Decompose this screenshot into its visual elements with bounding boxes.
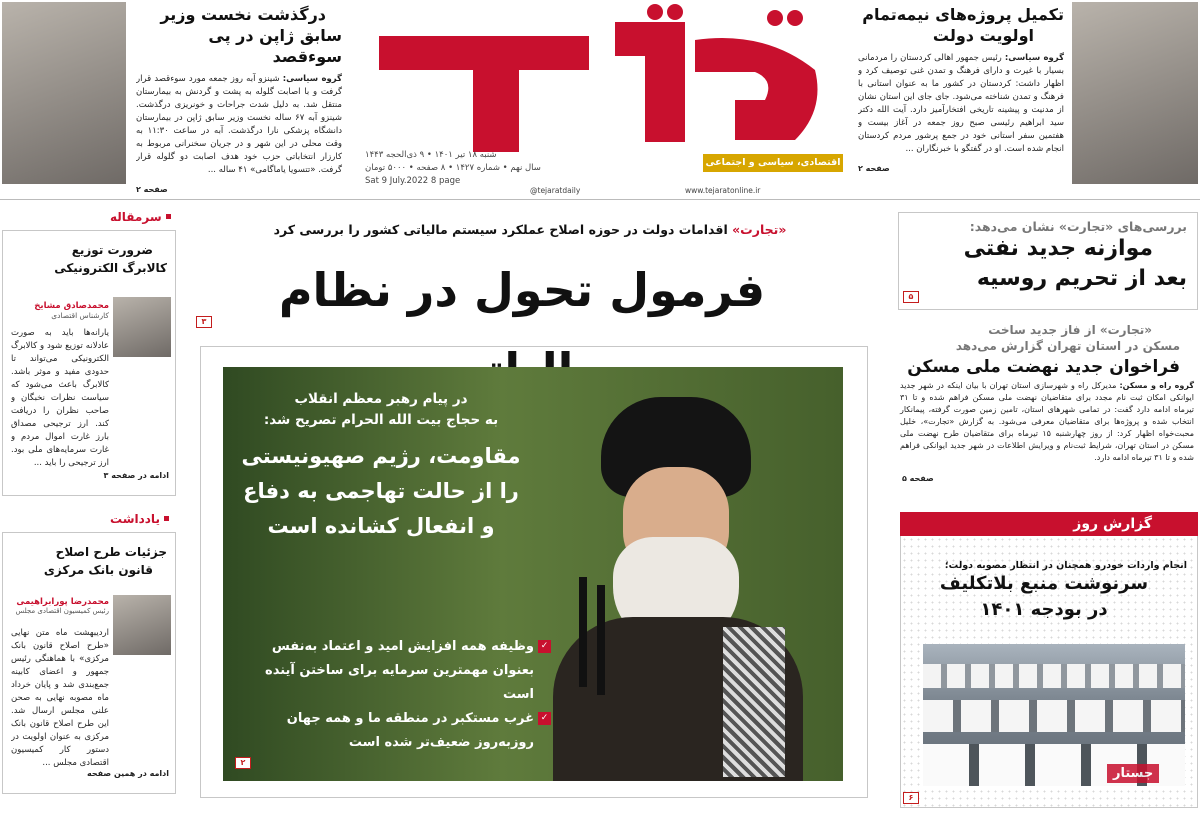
feature-headline-line2: را از حالت تهاجمی به دفاع [243,479,519,503]
top-right-headline-line1: تکمیل پروژه‌های نیمه‌تمام [862,5,1064,24]
daily-report-kicker: انجام واردات خودرو همچنان در انتظار مصوبه دولت؛ [944,560,1187,571]
daily-report-box [900,536,1198,808]
feature-bullet-4 [231,731,551,755]
editorial-author [11,301,109,320]
right-story2-lead: گروه راه و مسکن: [1119,381,1195,390]
feature-headline-line1: مقاومت، رژیم صهیونیستی [241,444,521,468]
note-author-name: محمدرضا پورابراهیمی [16,597,109,607]
car-row-2 [923,700,1185,732]
daily-report-headline [901,571,1187,623]
main-kicker-text: اقدامات دولت در حوزه اصلاح عملکرد سیستم مالیاتی کشور را بررسی کرد [273,222,728,237]
editorial-box [2,230,176,496]
top-divider [0,199,1200,200]
microphone-icon-2 [597,585,605,695]
daily-report-headline-line1: سرنوشت منبع بلاتکلیف [939,573,1149,594]
right-story1-box [898,212,1198,310]
note-title [11,543,167,579]
main-headline: فرمول تحول در نظام [278,263,766,317]
right-story2-body-text: مدیرکل راه و شهرسازی استان تهران با بیان اینکه در شهر جدید ایوانکی امکان ثبت نام مجدد برای متقاضیان نهضت ملی مسکن فراهم شده و تا ۳۱ تیرماه ادامه دارد گفت: در تمامی شهرهای استان، تامین زمین صورت گرفته، پیمانکار انتخاب شده و پروژه‌ها برای متقاضیان معرفی می‌شود. به گزارش «تجارت»، خلیل محبت‌خواه اظهار کرد: از روز چهارشنبه ۱۵ تیرماه برای متقاضیان طرح نهضت ملی مسکن در استان تهران، شرایط ثبت‌نام و ویرایش اطلاعات در شهر جدید ایوانکی فراهم شده و تا ۳۱ تیرماه ادامه دارد. [900,381,1194,462]
top-left-headline-line2: سابق ژاپن در پی سوءقصد [208,26,342,66]
editorial-author-role: کارشناس اقتصادی [51,311,109,320]
note-section: یادداشت [110,512,160,526]
right-story2-kicker [898,322,1198,354]
top-left-headline-line1: درگذشت نخست وزیر [160,5,326,24]
feature-headline [231,439,531,544]
main-page-num[interactable]: ۳ [196,316,212,328]
right-story1-headline-line1: موازنه جدید نفتی [963,236,1153,261]
note-title-line1: جزئیات طرح اصلاح [55,545,167,559]
latin-date: Sat 9 July.2022 8 page [365,176,461,186]
feature-kicker [261,389,501,431]
feature-bullet-3-text: غرب مستکبر در منطقه ما و همه جهان [286,711,534,726]
check-icon: ✓ [538,712,551,725]
top-right-body-text: رئیس جمهور اهالی کردستان را مردمانی بسیار با غیرت و دارای فرهنگ و تمدن غنی توصیف کرد و اظهار داشت: کردستان در کشور ما به عنوان استانی با فرهنگ و تمدن شناخته می‌شود. جای جای این استان نشان از مدنیت و پیشینه تاریخی افتخارآمیز دارد. آیت الله دکتر سید ابراهیم رئیسی صبح روز جمعه در آغاز بیست و هفتمین سفر استانی خود در جمع پرشور مردم کردستان انجام شده است. او در گفتگو با خبرنگاران ... [858,53,1064,154]
editorial-author-name: محمدصادق مشایخ [34,301,109,311]
note-body: اردیبهشت ماه متن نهایی «طرح اصلاح قانون بانک مرکزی» با هماهنگی رئیس جمهور و اعضای کابینه جمع‌بندی شد و پایان خرداد ماه مصوبه نهایی به صحن علنی مجلس ارسال شد. این طرح اصلاح قانون بانک مرکزی به عنوان اولویت در دستور کار کمیسیون اقتصادی مجلس ... [11,628,109,767]
top-right-lead: گروه سیاسی: [1004,53,1064,63]
right-story2-body [898,380,1198,474]
note-author [11,597,109,615]
masthead-logo-text [780,40,833,64]
note-author-role: رئیس کمیسیون اقتصادی مجلس [15,607,109,615]
top-right-headline-line2: اولویت دولت [932,26,1034,45]
daily-report-headline-line2: در بودجه ۱۴۰۱ [980,599,1108,620]
feature-kicker-line1: در پیام رهبر معظم انقلاب [294,391,468,407]
date-line: شنبه ۱۸ تیر ۱۴۰۱ • ۹ ذی‌الحجه ۱۴۴۳ [365,150,497,160]
note-continued[interactable]: ادامه در همین صفحه [87,769,169,778]
feature-page-num[interactable]: ۲ [235,757,251,769]
feature-bullet-4-text: روز‌به‌روز ضعیف‌تر شده است [348,735,534,750]
right-story1-headline [899,234,1187,294]
main-kicker [230,222,830,237]
top-right-page-ref[interactable]: صفحه ۲ [858,164,890,173]
issue-line: سال نهم • شماره ۱۴۲۷ • ۸ صفحه • ۵۰۰۰ تومان [365,163,541,173]
editorial-title-line1: ضرورت توزیع [71,243,153,257]
top-right-headline [858,4,1064,46]
top-left-lead: گروه سیاسی: [282,74,342,84]
leader-figure [553,397,803,781]
feature-kicker-line2: به حجاج بیت الله الحرام تصریح شد: [263,412,499,428]
feature-bullet-2-text: بعنوان مهمترین سرمایه برای ساختن آینده است [265,663,534,702]
masthead-tagline: اقتصادی، سیاسی و اجتماعی [703,154,843,172]
editorial-title-line2: کالابرگ الکترونیکی [54,261,167,275]
right-story2-headline: فراخوان جدید نهضت ملی مسکن [907,357,1180,377]
abe-photo [2,2,126,184]
right-story1-headline-line2: بعد از تحریم روسیه [976,266,1187,291]
feature-bullet-2 [231,659,551,707]
microphone-icon [579,577,587,687]
editorial-section: سرمقاله [110,210,162,224]
top-left-story [136,4,342,194]
right-story2 [898,322,1198,502]
daily-report-banner [900,512,1198,536]
daily-report-banner-text: گزارش روز [1073,516,1152,532]
feature-bullets [231,635,551,755]
right-story1-kicker: بررسی‌های «تجارت» نشان می‌دهد: [969,219,1187,234]
top-right-story [858,4,1064,188]
top-left-body-text: شینزو آبه روز جمعه مورد سوءقصد قرار گرفت و با اصابت گلوله به پشت و گردنش به بیمارستان منتقل شد. به دلیل شدت جراحات و خونریزی درگذشت. شینزو آبه ۶۷ ساله نخست وزیر سابق ژاپن در بیمارستان دانشگاه پزشکی نارا درگذشت. آبه در ساعت ۱۱:۳۰ به وقت محلی در این شهر و در جریان سخنرانی مربوط به کارزار انتخاباتی حزب خود هدف اصابت دو گلوله قرار گرفت. «تتسویا یاماگامی» ۴۱ ساله ... [136,74,342,175]
car-row-1 [923,664,1185,688]
top-right-body [858,52,1064,164]
social-handle[interactable]: @tejaratdaily [530,186,581,195]
feature-box [200,346,868,798]
website[interactable]: www.tejaratonline.ir [685,186,761,195]
feature-bullet-1 [231,635,551,659]
note-box [2,532,176,794]
note-title-line2: قانون بانک مرکزی [43,563,153,577]
feature-headline-line3: و انفعال کشانده است [267,514,495,538]
top-left-page-ref[interactable]: صفحه ۲ [136,185,168,194]
watermark-logo: جستار [1107,764,1159,783]
note-author-photo [113,595,171,655]
right-story2-page-ref[interactable]: صفحه ۵ [902,474,934,483]
check-icon: ✓ [538,640,551,653]
masthead [355,0,843,200]
right-story2-kicker-line2: مسکن در استان تهران گزارش می‌دهد [955,339,1180,353]
main-kicker-brand: «تجارت» [732,222,787,237]
feature-bullet-3 [231,707,551,731]
editorial-author-photo [113,297,171,357]
top-left-body [136,73,342,185]
president-photo [1072,2,1198,184]
editorial-title [11,241,167,277]
editorial-continued[interactable]: ادامه در صفحه ۳ [103,471,169,480]
right-story1-page-num[interactable]: ۵ [903,291,919,303]
editorial-body: یارانه‌ها باید به صورت عادلانه توزیع شود و کالابرگ الکترونیکی می‌تواند تا حدودی مفید و موثر باشد. کالابرگ باعث می‌شود که سیاست نظرات نخبگان و صاحب نظران را دریافت کند. ارز ترجیحی مصداق بارز غارت اموال مردم و غارت سرمایه‌های ملی بود. ارز ترجیحی را باید ... [11,328,109,467]
feature-bullet-1-text: وظیفه همه افزایش امید و اعتماد به‌نفس [271,639,534,654]
daily-report-page-num[interactable]: ۶ [903,792,919,804]
top-left-headline [136,4,342,67]
right-story2-kicker-line1: «تجارت» از فاز جدید ساخت [988,323,1152,337]
masthead-logo-icon [355,0,843,160]
leader-shawl [723,627,785,777]
